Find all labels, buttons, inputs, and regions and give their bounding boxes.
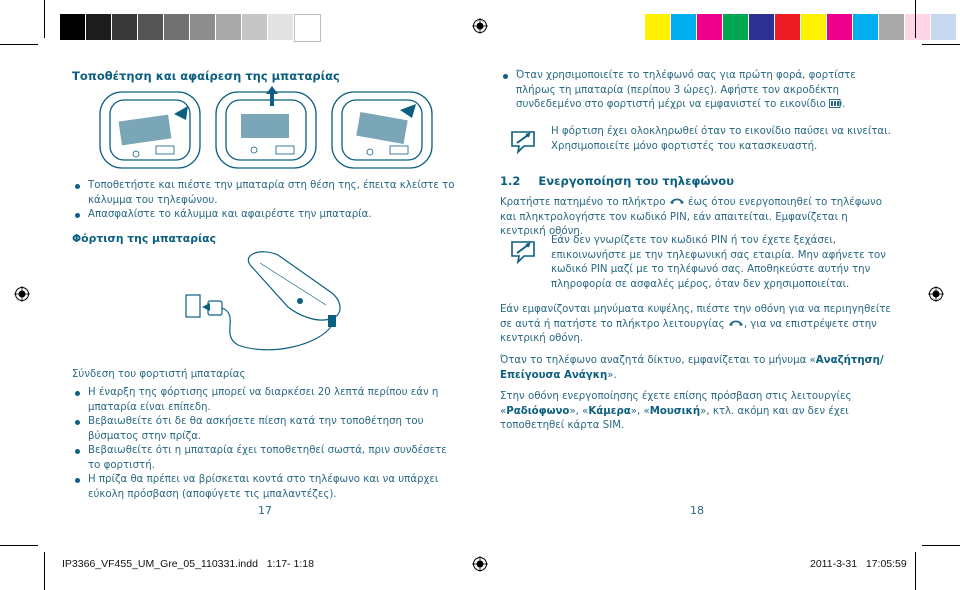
registration-mark-icon bbox=[14, 286, 30, 302]
color-swatch bbox=[138, 14, 163, 40]
color-swatch bbox=[749, 14, 774, 40]
page-number-right: 18 bbox=[690, 504, 704, 517]
registration-mark-icon bbox=[928, 286, 944, 302]
color-swatch bbox=[112, 14, 137, 40]
charging-section-title: Φόρτιση της μπαταρίας bbox=[72, 232, 216, 245]
power-on-paragraph bbox=[500, 196, 892, 240]
color-swatch bbox=[723, 14, 748, 40]
color-swatch bbox=[86, 14, 111, 40]
section-title: Ενεργοποίηση του τηλεφώνου bbox=[538, 174, 734, 188]
pin-tip-text: Εάν δεν γνωρίζετε τον κωδικό PIN ή τον έχετε ξεχάσει, επικοινωνήστε με την τηλεφωνική σας εταιρία. Μην αφήνετε τον κωδικό PIN μαζί με το τηλέφωνό σας. Αποθηκεύστε αυτήν την πληροφορία σε ασφαλές μέρος, όταν δεν χρησιμοποιείται. bbox=[551, 235, 886, 290]
color-swatch bbox=[697, 14, 722, 40]
color-swatch bbox=[268, 14, 293, 40]
list-item: Βεβαιωθείτε ότι δε θα ασκήσετε πίεση κατά την τοποθέτηση του βύσματος στην πρίζα. bbox=[72, 415, 462, 444]
list-item: Βεβαιωθείτε ότι η μπαταρία έχει τοποθετηθεί σωστά, πριν συνδέσετε το φορτιστή. bbox=[72, 444, 462, 473]
first-use-note bbox=[500, 69, 892, 113]
color-swatch bbox=[60, 14, 85, 40]
network-search-paragraph bbox=[500, 354, 892, 383]
tip-icon bbox=[508, 236, 538, 266]
text-span: », « bbox=[569, 405, 589, 417]
color-swatch bbox=[190, 14, 215, 40]
text-span: Όταν το τηλέφωνο αναζητά δίκτυο, εμφανίζεται το μήνυμα « bbox=[500, 355, 816, 366]
page-number-left: 17 bbox=[258, 504, 272, 517]
end-call-key-icon bbox=[728, 319, 744, 327]
list-item: Απασφαλίστε το κάλυμμα και αφαιρέστε την μπαταρία. bbox=[72, 208, 468, 223]
color-swatch bbox=[164, 14, 189, 40]
text-span: Κρατήστε πατημένο το πλήκτρο bbox=[500, 197, 666, 208]
bold-text: Ραδιόφωνο bbox=[506, 405, 570, 417]
battery-insertion-illustration bbox=[96, 84, 436, 176]
section-number: 1.2 bbox=[500, 174, 521, 188]
charger-caption: Σύνδεση του φορτιστή μπαταρίας bbox=[72, 369, 246, 380]
color-swatch bbox=[775, 14, 800, 40]
battery-instructions-list bbox=[72, 179, 468, 223]
charging-tip-text: Η φόρτιση έχει ολοκληρωθεί όταν το εικονίδιο παύσει να κινείται. Χρησιμοποιείτε μόνο φορτιστές του κατασκευαστή. bbox=[551, 126, 891, 152]
text-span: Εάν εμφανίζονται μηνύματα κυψέλης, πιέστε την οθόνη για να περιηγηθείτε σε αυτά ή πατήστε το πλήκτρο λειτουργίας bbox=[500, 304, 891, 330]
list-item: Η έναρξη της φόρτισης μπορεί να διαρκέσει 20 λεπτά περίπου εάν η μπαταρία είναι επίπεδη. bbox=[72, 386, 462, 415]
print-slug-date: 2011-3-31 17:05:59 bbox=[810, 558, 907, 570]
color-swatch bbox=[879, 14, 904, 40]
bold-text: Κάμερα bbox=[588, 405, 631, 417]
color-swatch bbox=[931, 14, 956, 40]
end-call-key-icon bbox=[669, 197, 685, 205]
features-without-sim-paragraph bbox=[500, 390, 892, 434]
list-item: Τοποθετήστε και πιέστε την μπαταρία στη θέση της, έπειτα κλείστε το κάλυμμα του τηλεφώνου. bbox=[72, 179, 468, 208]
bold-text: Μουσική bbox=[649, 405, 701, 417]
text-span: ». bbox=[607, 369, 617, 381]
color-swatch bbox=[905, 14, 930, 40]
color-swatch bbox=[645, 14, 670, 40]
color-swatch bbox=[853, 14, 878, 40]
color-swatch bbox=[216, 14, 241, 40]
color-swatch bbox=[671, 14, 696, 40]
charger-connection-illustration bbox=[180, 245, 355, 360]
charging-notes-list bbox=[72, 386, 462, 502]
text-span: », « bbox=[630, 405, 650, 417]
list-item: Όταν χρησιμοποιείτε το τηλέφωνό σας για πρώτη φορά, φορτίστε πλήρως τη μπαταρία (περίπου 3 ώρες). Αφήστε τον ακροδέκτη συνδεδεμένο στο φορτιστή μέχρι να εμφανιστεί το εικονίδιο . bbox=[500, 69, 892, 113]
tip-icon bbox=[508, 126, 538, 156]
text-span: , για να επιστρέψετε στην κεντρική οθόνη. bbox=[500, 318, 877, 344]
registration-mark-icon bbox=[472, 18, 488, 34]
battery-section-title: Τοποθέτηση και αφαίρεση της μπαταρίας bbox=[72, 69, 340, 83]
text-span: », κτλ. ακόμη και αν δεν έχει τοποθετηθεί κάρτα SIM. bbox=[500, 405, 849, 431]
cell-broadcast-paragraph bbox=[500, 303, 892, 347]
power-on-section-heading bbox=[500, 174, 734, 188]
color-swatch bbox=[242, 14, 267, 40]
color-swatch bbox=[801, 14, 826, 40]
first-use-text: Όταν χρησιμοποιείτε το τηλέφωνό σας για πρώτη φορά, φορτίστε πλήρως τη μπαταρία (περίπου 3 ώρες). Αφήστε τον ακροδέκτη συνδεδεμένο στο φορτιστή μέχρι να εμφανιστεί το εικονίδιο bbox=[516, 70, 856, 110]
list-item: Η πρίζα θα πρέπει να βρίσκεται κοντά στο τηλέφωνο και να υπάρχει εύκολη πρόσβαση (αποφύγετε τις μπαλαντέζες). bbox=[72, 473, 462, 502]
text-span: έως ότου ενεργοποιηθεί το τηλέφωνο και πληκτρολογήστε τον κωδικό PIN, εάν απαιτείται. Εμφανίζεται η κεντρική οθόνη. bbox=[500, 197, 882, 237]
registration-mark-icon bbox=[472, 556, 488, 572]
color-swatch bbox=[827, 14, 852, 40]
battery-icon bbox=[829, 99, 842, 108]
text-span: Στην οθόνη ενεργοποίησης έχετε επίσης πρόσβαση στις λειτουργίες « bbox=[500, 391, 852, 417]
bold-text: Αναζήτηση/ Επείγουσα Ανάγκη bbox=[500, 355, 884, 381]
print-slug-file: IP3366_VF455_UM_Gre_05_110331.indd 1:17- 1:18 bbox=[62, 558, 314, 570]
color-swatch bbox=[294, 14, 321, 42]
